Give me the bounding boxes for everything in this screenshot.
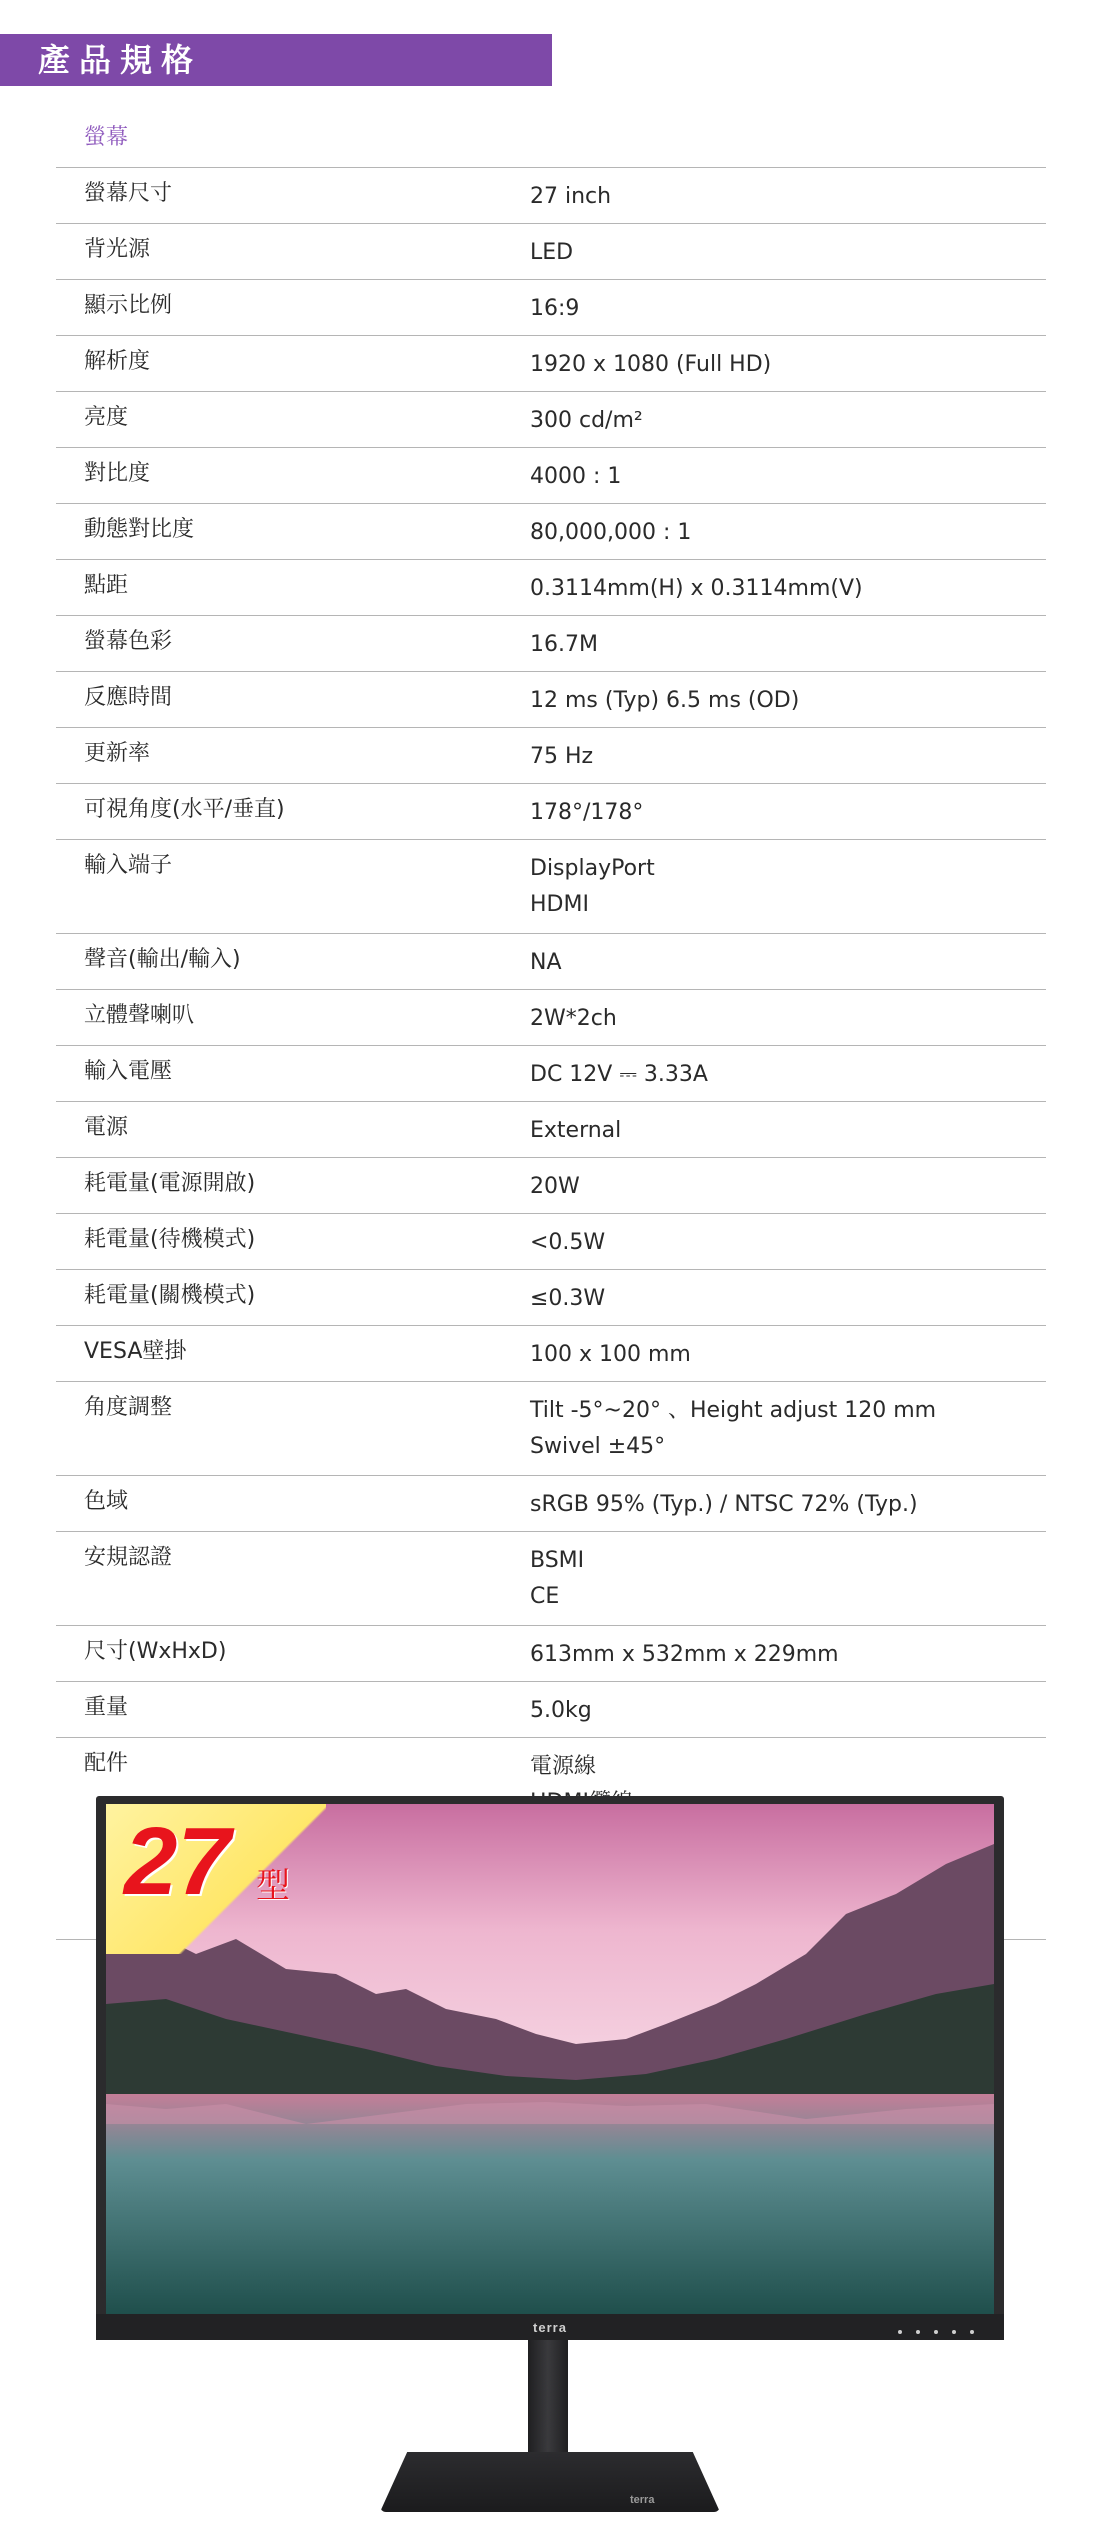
spec-values	[530, 1693, 1046, 1729]
spec-values	[530, 515, 1046, 551]
size-unit: 型	[256, 1866, 290, 1906]
spec-values	[530, 627, 1046, 663]
spec-label: 輸入電壓	[84, 1059, 173, 1084]
spec-values	[530, 1001, 1046, 1037]
spec-label: 亮度	[84, 405, 129, 430]
spec-values	[530, 1281, 1046, 1317]
spec-value: CE	[530, 1584, 560, 1609]
spec-value: External	[530, 1118, 622, 1143]
spec-label: 動態對比度	[84, 517, 195, 542]
monitor-button-dot	[970, 2330, 974, 2334]
spec-row	[56, 392, 1046, 448]
spec-values	[530, 1337, 1046, 1373]
spec-label: 重量	[84, 1695, 129, 1720]
spec-values	[530, 235, 1046, 271]
spec-row	[56, 1102, 1046, 1158]
spec-value: 100 x 100 mm	[530, 1342, 691, 1367]
spec-row	[56, 616, 1046, 672]
spec-value: 16.7M	[530, 632, 598, 657]
spec-row	[56, 1382, 1046, 1476]
monitor-button-dot	[952, 2330, 956, 2334]
spec-label: 聲音(輸出/輸入)	[84, 947, 241, 972]
spec-row	[56, 1532, 1046, 1626]
spec-row	[56, 934, 1046, 990]
spec-value: 2W*2ch	[530, 1006, 617, 1031]
spec-row	[56, 1214, 1046, 1270]
spec-values	[530, 1057, 1046, 1093]
spec-row	[56, 840, 1046, 934]
spec-value: 75 Hz	[530, 744, 594, 769]
spec-value: <0.5W	[530, 1230, 606, 1255]
spec-label: 可視角度(水平/垂直)	[84, 797, 285, 822]
spec-value: 300 cd/m²	[530, 408, 643, 433]
monitor-stand-neck	[528, 2340, 568, 2466]
spec-row	[56, 1682, 1046, 1738]
section-title-screen: 螢幕	[84, 125, 129, 150]
spec-value: 178°/178°	[530, 800, 644, 825]
spec-value: LED	[530, 240, 574, 265]
spec-label: 安規認證	[84, 1545, 173, 1570]
spec-row	[56, 1626, 1046, 1682]
spec-label: 螢幕色彩	[84, 629, 173, 654]
spec-label: 螢幕尺寸	[84, 181, 173, 206]
spec-values	[530, 1113, 1046, 1149]
spec-value: 27 inch	[530, 184, 612, 209]
spec-label: 配件	[84, 1751, 129, 1776]
spec-row	[56, 1046, 1046, 1102]
spec-values	[530, 851, 1046, 923]
spec-values	[530, 683, 1046, 719]
spec-row	[56, 784, 1046, 840]
size-number: 27	[124, 1808, 231, 1915]
spec-label: 輸入端子	[84, 853, 173, 878]
spec-label: 對比度	[84, 461, 151, 486]
spec-value: NA	[530, 950, 562, 975]
spec-value: 20W	[530, 1174, 580, 1199]
monitor-buttons	[898, 2330, 974, 2334]
spec-values	[530, 1637, 1046, 1673]
monitor-stand-base	[380, 2452, 720, 2512]
spec-label: VESA壁掛	[84, 1339, 187, 1364]
spec-values	[530, 403, 1046, 439]
spec-label: 更新率	[84, 741, 151, 766]
spec-label: 反應時間	[84, 685, 173, 710]
spec-label: 耗電量(電源開啟)	[84, 1171, 256, 1196]
spec-values	[530, 1393, 1046, 1465]
spec-value: BSMI	[530, 1548, 585, 1573]
spec-label: 角度調整	[84, 1395, 173, 1420]
spec-values	[530, 945, 1046, 981]
spec-values	[530, 1487, 1046, 1523]
spec-values	[530, 1543, 1046, 1615]
spec-row	[56, 280, 1046, 336]
spec-label: 電源	[84, 1115, 129, 1140]
size-badge	[106, 1804, 326, 1954]
monitor-image	[96, 1796, 1004, 2340]
spec-row	[56, 560, 1046, 616]
spec-row	[56, 336, 1046, 392]
spec-row	[56, 168, 1046, 224]
spec-values	[530, 347, 1046, 383]
spec-value: HDMI	[530, 892, 589, 917]
page-title: 產品規格	[0, 34, 552, 86]
base-logo: terra	[630, 2494, 655, 2506]
spec-table	[56, 167, 1046, 1940]
spec-label: 背光源	[84, 237, 151, 262]
spec-value: 4000 : 1	[530, 464, 622, 489]
spec-value: ≤0.3W	[530, 1286, 606, 1311]
spec-label: 點距	[84, 573, 129, 598]
spec-values	[530, 179, 1046, 215]
spec-values	[530, 795, 1046, 831]
spec-value: 1920 x 1080 (Full HD)	[530, 352, 772, 377]
spec-label: 立體聲喇叭	[84, 1003, 195, 1028]
spec-values	[530, 459, 1046, 495]
spec-label: 解析度	[84, 349, 151, 374]
spec-value: sRGB 95% (Typ.) / NTSC 72% (Typ.)	[530, 1492, 918, 1517]
monitor-bezel	[96, 2314, 1004, 2340]
spec-values	[530, 1225, 1046, 1261]
spec-row	[56, 672, 1046, 728]
spec-values	[530, 1169, 1046, 1205]
spec-label: 顯示比例	[84, 293, 173, 318]
spec-values	[530, 571, 1046, 607]
spec-row	[56, 990, 1046, 1046]
brand-logo: terra	[533, 2320, 567, 2335]
spec-value: 80,000,000 : 1	[530, 520, 692, 545]
spec-row	[56, 448, 1046, 504]
spec-values	[530, 291, 1046, 327]
spec-value: Tilt -5°~20° 、Height adjust 120 mm	[530, 1398, 937, 1423]
spec-value: Swivel ±45°	[530, 1434, 666, 1459]
spec-label: 耗電量(待機模式)	[84, 1227, 256, 1252]
spec-value: DC 12V ⎓ 3.33A	[530, 1062, 708, 1087]
spec-value: 0.3114mm(H) x 0.3114mm(V)	[530, 576, 863, 601]
monitor-button-dot	[934, 2330, 938, 2334]
spec-label: 耗電量(關機模式)	[84, 1283, 256, 1308]
spec-value: 613mm x 532mm x 229mm	[530, 1642, 839, 1667]
spec-label: 色域	[84, 1489, 129, 1514]
spec-value: 16:9	[530, 296, 580, 321]
monitor-screen	[106, 1804, 994, 2314]
spec-value: DisplayPort	[530, 856, 655, 881]
spec-row	[56, 728, 1046, 784]
spec-values	[530, 739, 1046, 775]
monitor-button-dot	[916, 2330, 920, 2334]
spec-row	[56, 224, 1046, 280]
spec-label: 尺寸(WxHxD)	[84, 1639, 227, 1664]
spec-row	[56, 1326, 1046, 1382]
spec-row	[56, 504, 1046, 560]
spec-value: 5.0kg	[530, 1698, 592, 1723]
spec-value: 12 ms (Typ) 6.5 ms (OD)	[530, 688, 800, 713]
spec-value: 電源線	[530, 1754, 597, 1779]
spec-row	[56, 1476, 1046, 1532]
spec-row	[56, 1270, 1046, 1326]
spec-row	[56, 1158, 1046, 1214]
monitor-button-dot	[898, 2330, 902, 2334]
